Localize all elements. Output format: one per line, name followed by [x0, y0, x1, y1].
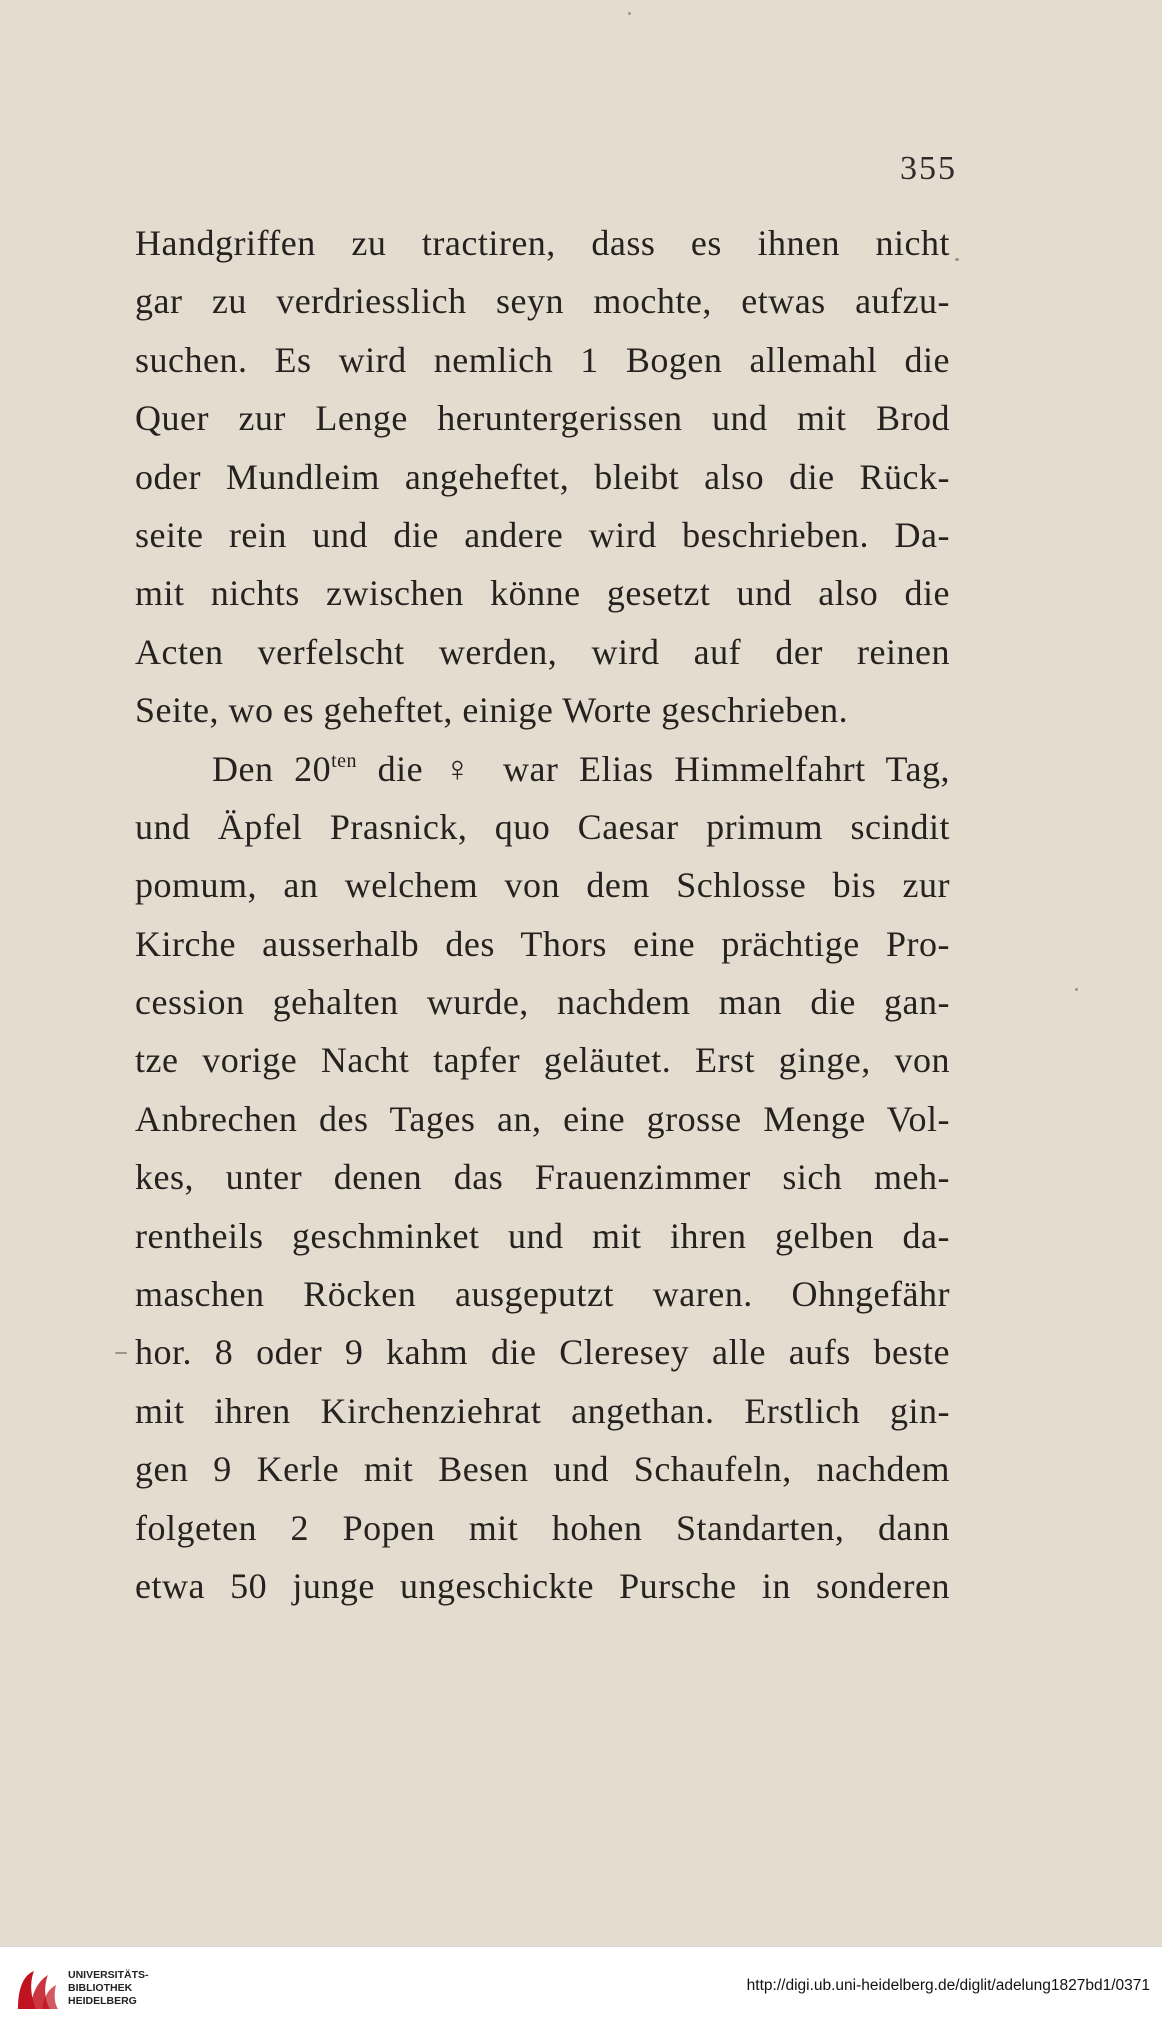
text-line: etwa 50 junge ungeschickte Pursche in sonderen: [135, 1565, 950, 1606]
library-name-line: HEIDELBERG: [68, 1995, 137, 2007]
text-line: folgeten 2 Popen mit hohen Standarten, dann: [135, 1507, 950, 1548]
library-name: [68, 1969, 149, 2008]
paper-speck: [628, 12, 631, 15]
text-line: Kirche ausserhalb des Thors eine prächtige Pro-: [135, 923, 950, 964]
text-line: oder Mundleim angeheftet, bleibt also die Rück-: [135, 456, 950, 497]
text-line: cession gehalten wurde, nachdem man die gan-: [135, 982, 950, 1023]
body-text: [135, 214, 950, 1615]
text-line: rentheils geschminket und mit ihren gelben da-: [135, 1215, 950, 1256]
text-line: seite rein und die andere wird beschrieben. Da-: [135, 514, 950, 555]
paragraph-start-line: [135, 740, 950, 798]
text-line: pomum, an welchem von dem Schlosse bis zur: [135, 865, 950, 906]
text-line: gen 9 Kerle mit Besen und Schaufeln, nachdem: [135, 1449, 950, 1490]
footer-bar: [0, 1946, 1162, 2033]
source-url-link[interactable]: http://digi.ub.uni-heidelberg.de/diglit/adelung1827bd1/0371: [746, 1977, 1150, 1994]
text-line: mit ihren Kirchenziehrat angethan. Erstlich gin-: [135, 1390, 950, 1431]
text-line: gar zu verdriesslich seyn mochte, etwas aufzu-: [135, 281, 950, 322]
paper-speck: [955, 258, 959, 261]
text-line: und Äpfel Prasnick, quo Caesar primum scindit: [135, 806, 950, 847]
library-seal-icon: [12, 1965, 62, 2015]
page-number: 355: [900, 150, 957, 187]
paper-speck: [115, 1352, 127, 1354]
text-line: Anbrechen des Tages an, eine grosse Menge Vol-: [135, 1098, 950, 1139]
text-line: maschen Röcken ausgeputzt waren. Ohngefähr: [135, 1274, 950, 1315]
text-line: tze vorige Nacht tapfer geläutet. Erst ginge, von: [135, 1040, 950, 1081]
text-line: hor. 8 oder 9 kahm die Cleresey alle aufs beste: [135, 1332, 950, 1373]
ordinal-superscript: ten: [331, 749, 358, 772]
library-name-line: UNIVERSITÄTS-: [68, 1969, 149, 1981]
date-text: Den 20: [212, 748, 332, 789]
text-line: Quer zur Lenge heruntergerissen und mit Brod: [135, 398, 950, 439]
text-line: Seite, wo es geheftet, einige Worte geschrieben.: [135, 690, 849, 731]
library-name-line: BIBLIOTHEK: [68, 1982, 133, 1994]
line-continuation: die ♀ war Elias Himmelfahrt Tag,: [357, 748, 950, 789]
text-line: suchen. Es wird nemlich 1 Bogen allemahl die: [135, 339, 950, 380]
text-line: kes, unter denen das Frauenzimmer sich meh-: [135, 1157, 950, 1198]
text-line: Acten verfelscht werden, wird auf der reinen: [135, 631, 950, 672]
text-line: Handgriffen zu tractiren, dass es ihnen nicht: [135, 223, 950, 263]
paper-speck: [1075, 988, 1078, 991]
text-line: mit nichts zwischen könne gesetzt und also die: [135, 573, 950, 614]
